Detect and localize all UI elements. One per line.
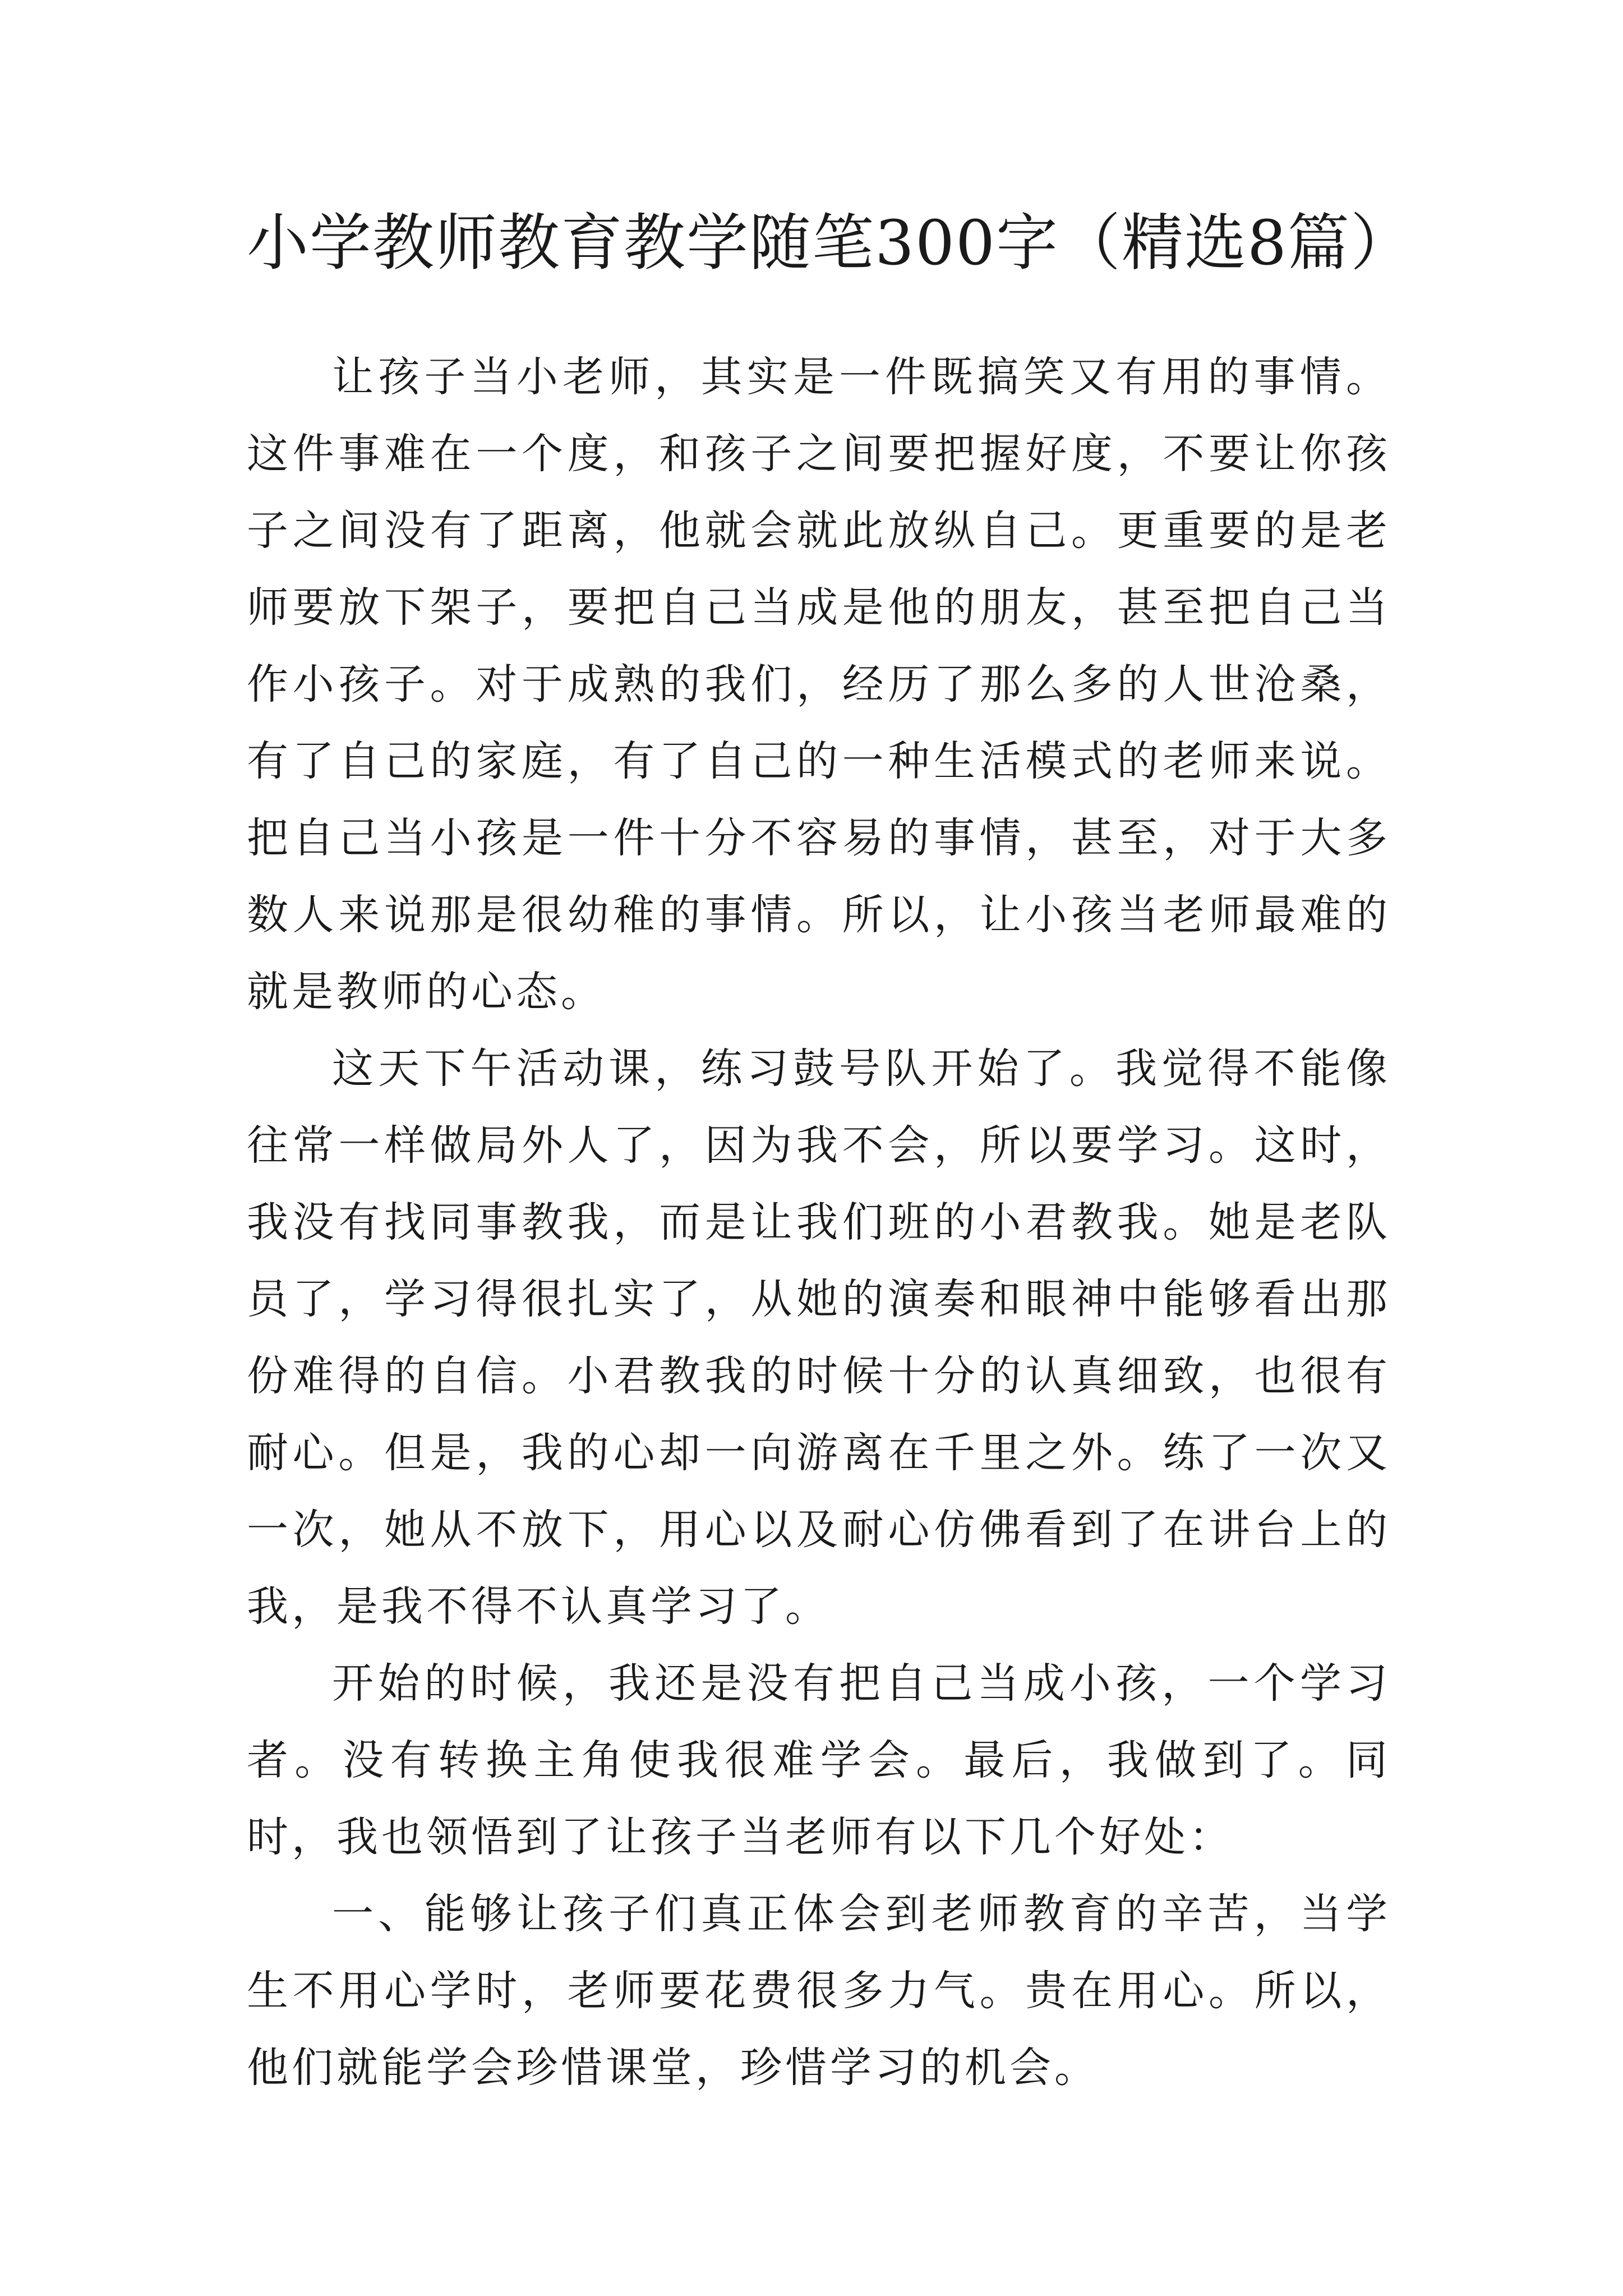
paragraph-2: 这天下午活动课，练习鼓号队开始了。我觉得不能像往常一样做局外人了，因为我不会，所以要学习。这时，我没有找同事教我，而是让我们班的小君教我。她是老队员了，学习得很扎实了，从她的演奏和眼神中能够看出那份难得的自信。小君教我的时候十分的认真细致，也很有耐心。但是，我的心却一向游离在千里之外。练了一次又一次，她从不放下，用心以及耐心仿佛看到了在讲台上的我，是我不得不认真学习了。	[247, 1045, 1391, 1631]
paragraph-4: 一、能够让孩子们真正体会到老师教育的辛苦，当学生不用心学时，老师要花费很多力气。贵在用心。所以，他们就能学会珍惜课堂，珍惜学习的机会。	[247, 1890, 1391, 2092]
paragraph-1: 让孩子当小老师，其实是一件既搞笑又有用的事情。这件事难在一个度，和孩子之间要把握好度，不要让你孩子之间没有了距离，他就会就此放纵自己。更重要的是老师要放下架子，要把自己当成是他的朋友，甚至把自己当作小孩子。对于成熟的我们，经历了那么多的人世沧桑，有了自己的家庭，有了自己的一种生活模式的老师来说。把自己当小孩是一件十分不容易的事情，甚至，对于大多数人来说那是很幼稚的事情。所以，让小孩当老师最难的就是教师的心态。	[247, 353, 1391, 1016]
document-body	[247, 339, 1391, 2106]
document-title: 小学教师教育教学随笔300字（精选8篇）	[247, 207, 1413, 279]
paragraph-3: 开始的时候，我还是没有把自己当成小孩，一个学习者。没有转换主角使我很难学会。最后，我做到了。同时，我也领悟到了让孩子当老师有以下几个好处：	[247, 1659, 1391, 1861]
